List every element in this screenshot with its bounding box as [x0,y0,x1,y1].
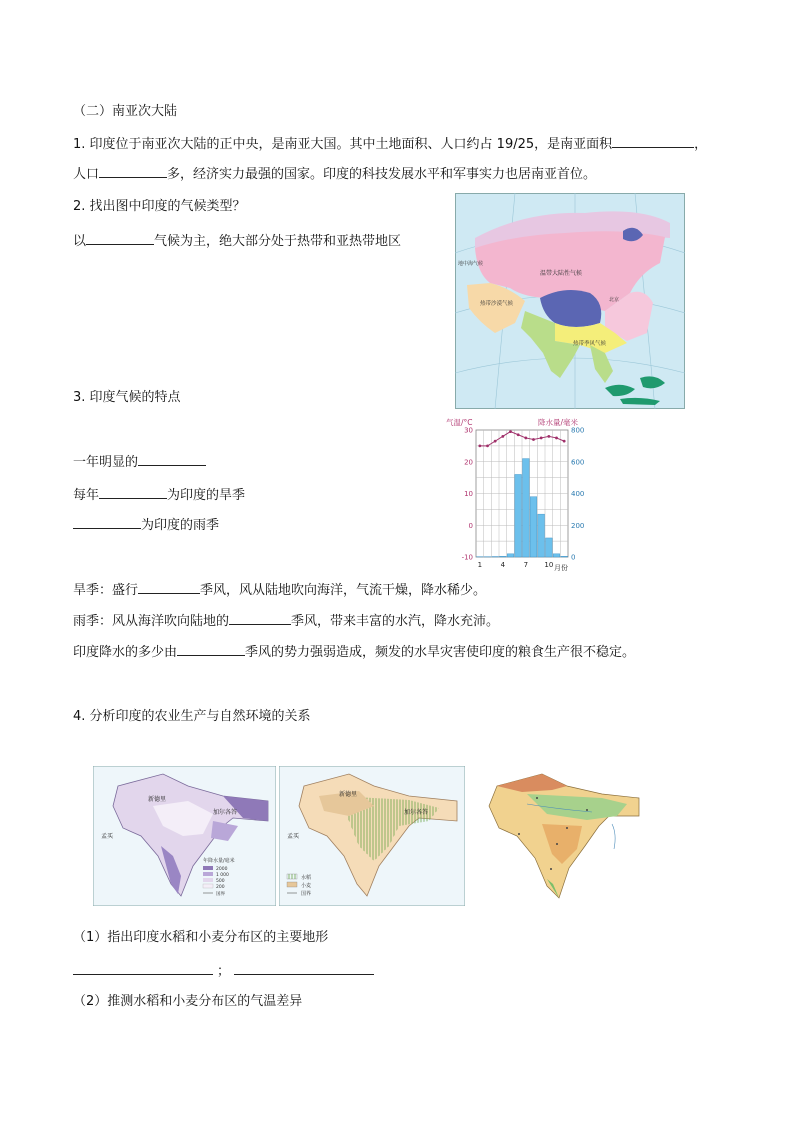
temp-point-7 [524,437,527,440]
chart-ytick-left: 0 [468,521,473,530]
precip-bar-6 [515,474,522,557]
chart-ytick-right: 400 [571,490,585,498]
temp-point-5 [509,430,512,433]
india-precipitation-map [93,766,276,906]
q2-answer: 以 气候为主，绝大部分处于热带和亚热带地区 [73,231,401,251]
chart-ytick-left: -10 [461,553,473,562]
blank-cause-monsoon[interactable] [177,642,245,656]
precip-bar-5 [507,554,514,557]
temp-point-2 [486,444,489,447]
legend-swatch-500 [203,878,213,882]
chart-xlabel: 月份 [554,564,568,572]
label-delhi: 新德里 [148,796,167,803]
dry-season-line: 旱季：盛行 季风，风从陆地吹向海洋，气流干燥，降水稀少。 [73,580,486,600]
label-desert: 热带沙漠气候 [480,301,514,307]
temp-point-10 [547,435,550,438]
temp-point-3 [494,440,497,443]
crop-label-mumbai: 孟买 [287,833,300,840]
precip-bar-8 [530,497,537,557]
temp-point-4 [501,435,504,438]
q3-item2: 每年 为印度的旱季 [73,485,245,505]
label-mumbai: 孟买 [101,833,114,840]
wet-season-line: 雨季：风从海洋吹向陆地的 季风，带来丰富的水汽，降水充沛。 [73,611,499,631]
q1-line1: 1. 印度位于南亚次大陆的正中央，是南亚大国。其中土地面积、人口约占 19/25，是南亚面积 ， [73,134,707,154]
temp-point-6 [517,433,520,436]
crop-label-delhi: 新德里 [339,791,358,798]
q3-item3: 为印度的雨季 [73,515,219,535]
temp-point-9 [540,437,543,440]
chart-xtick: 10 [544,561,554,569]
q3-item1: 一年明显的 [73,452,206,472]
q1-blank-population[interactable] [99,164,167,178]
q2-question: 2. 找出图中印度的气候类型？ [73,199,246,214]
chart-ytick-left: 10 [464,490,473,498]
label-beijing: 北京 [609,297,620,303]
precip-bar-4 [500,556,507,557]
precip-bar-7 [523,459,530,557]
asia-climate-map [455,193,685,409]
precip-bar-9 [538,514,545,557]
precip-bar-12 [561,556,568,557]
temp-point-1 [478,444,481,447]
legend-1000: 1 000 [216,873,229,878]
q4-question: 4. 分析印度的农业生产与自然环境的关系 [73,709,311,724]
q3-blank-dry-season[interactable] [99,485,167,499]
india-climate-chart [446,415,596,575]
temp-point-12 [563,440,566,443]
blank-wheat-terrain[interactable] [234,961,374,975]
chart-xtick: 7 [523,561,529,569]
label-temperate: 温带大陆性气候 [540,270,583,277]
legend-2000: 2000 [216,867,228,872]
label-medit: 地中海气候 [458,261,484,267]
q3-question: 3. 印度气候的特点 [73,390,181,405]
legend-swatch-1000 [203,872,213,876]
q4-sub2: （2）推测水稻和小麦分布区的气温差异 [73,994,303,1009]
legend-200: 200 [216,885,225,890]
india-terrain-map [467,764,647,906]
cause-line: 印度降水的多少由 季风的势力强弱造成，频发的水旱灾害使印度的粮食生产很不稳定。 [73,642,635,662]
india-crop-map [279,766,465,906]
chart-ylabel-left: 气温/°C [446,418,473,427]
q1-blank-area[interactable] [612,134,694,148]
blank-wet-monsoon[interactable] [229,611,291,625]
precip-bar-11 [553,554,560,557]
legend-swatch-200 [203,884,213,888]
precip-bar-10 [546,538,553,557]
chart-ytick-right: 200 [571,521,585,530]
label-monsoon: 热带季风气候 [573,341,607,347]
blank-dry-monsoon[interactable] [138,580,200,594]
chart-xtick: 1 [477,561,483,569]
legend-border: 国界 [216,892,225,897]
legend-crop-border: 国界 [301,891,312,897]
chart-xtick: 4 [500,561,506,569]
q4-sub1-answers: ； [73,961,374,981]
precip-legend-title: 年降水量/毫米 [203,858,235,864]
legend-wheat: 小麦 [301,883,312,889]
q3-blank-wet-season[interactable] [73,515,141,529]
legend-swatch-rice [287,874,297,879]
crop-label-kolkata: 加尔各答 [404,809,429,816]
chart-ytick-right: 600 [571,458,585,467]
temp-point-11 [555,437,558,440]
legend-swatch-2000 [203,866,213,870]
temp-point-8 [532,438,535,441]
chart-ytick-right: 800 [571,426,585,435]
chart-ytick-right: 0 [571,553,576,562]
legend-500: 500 [216,879,225,884]
blank-rice-terrain[interactable] [73,961,213,975]
q3-blank-feature[interactable] [138,452,206,466]
legend-swatch-wheat [287,882,297,887]
q2-blank-climate[interactable] [86,231,154,245]
chart-ylabel-right: 降水量/毫米 [538,418,579,427]
q4-sub1: （1）指出印度水稻和小麦分布区的主要地形 [73,930,329,945]
chart-ytick-left: 30 [464,426,473,435]
label-kolkata: 加尔各答 [213,809,238,816]
q1-line2: 人口 多，经济实力最强的国家。印度的科技发展水平和军事实力也居南亚首位。 [73,164,596,184]
chart-ytick-left: 20 [464,458,473,467]
section-title: （二）南亚次大陆 [73,104,178,119]
legend-rice: 水稻 [301,875,312,881]
